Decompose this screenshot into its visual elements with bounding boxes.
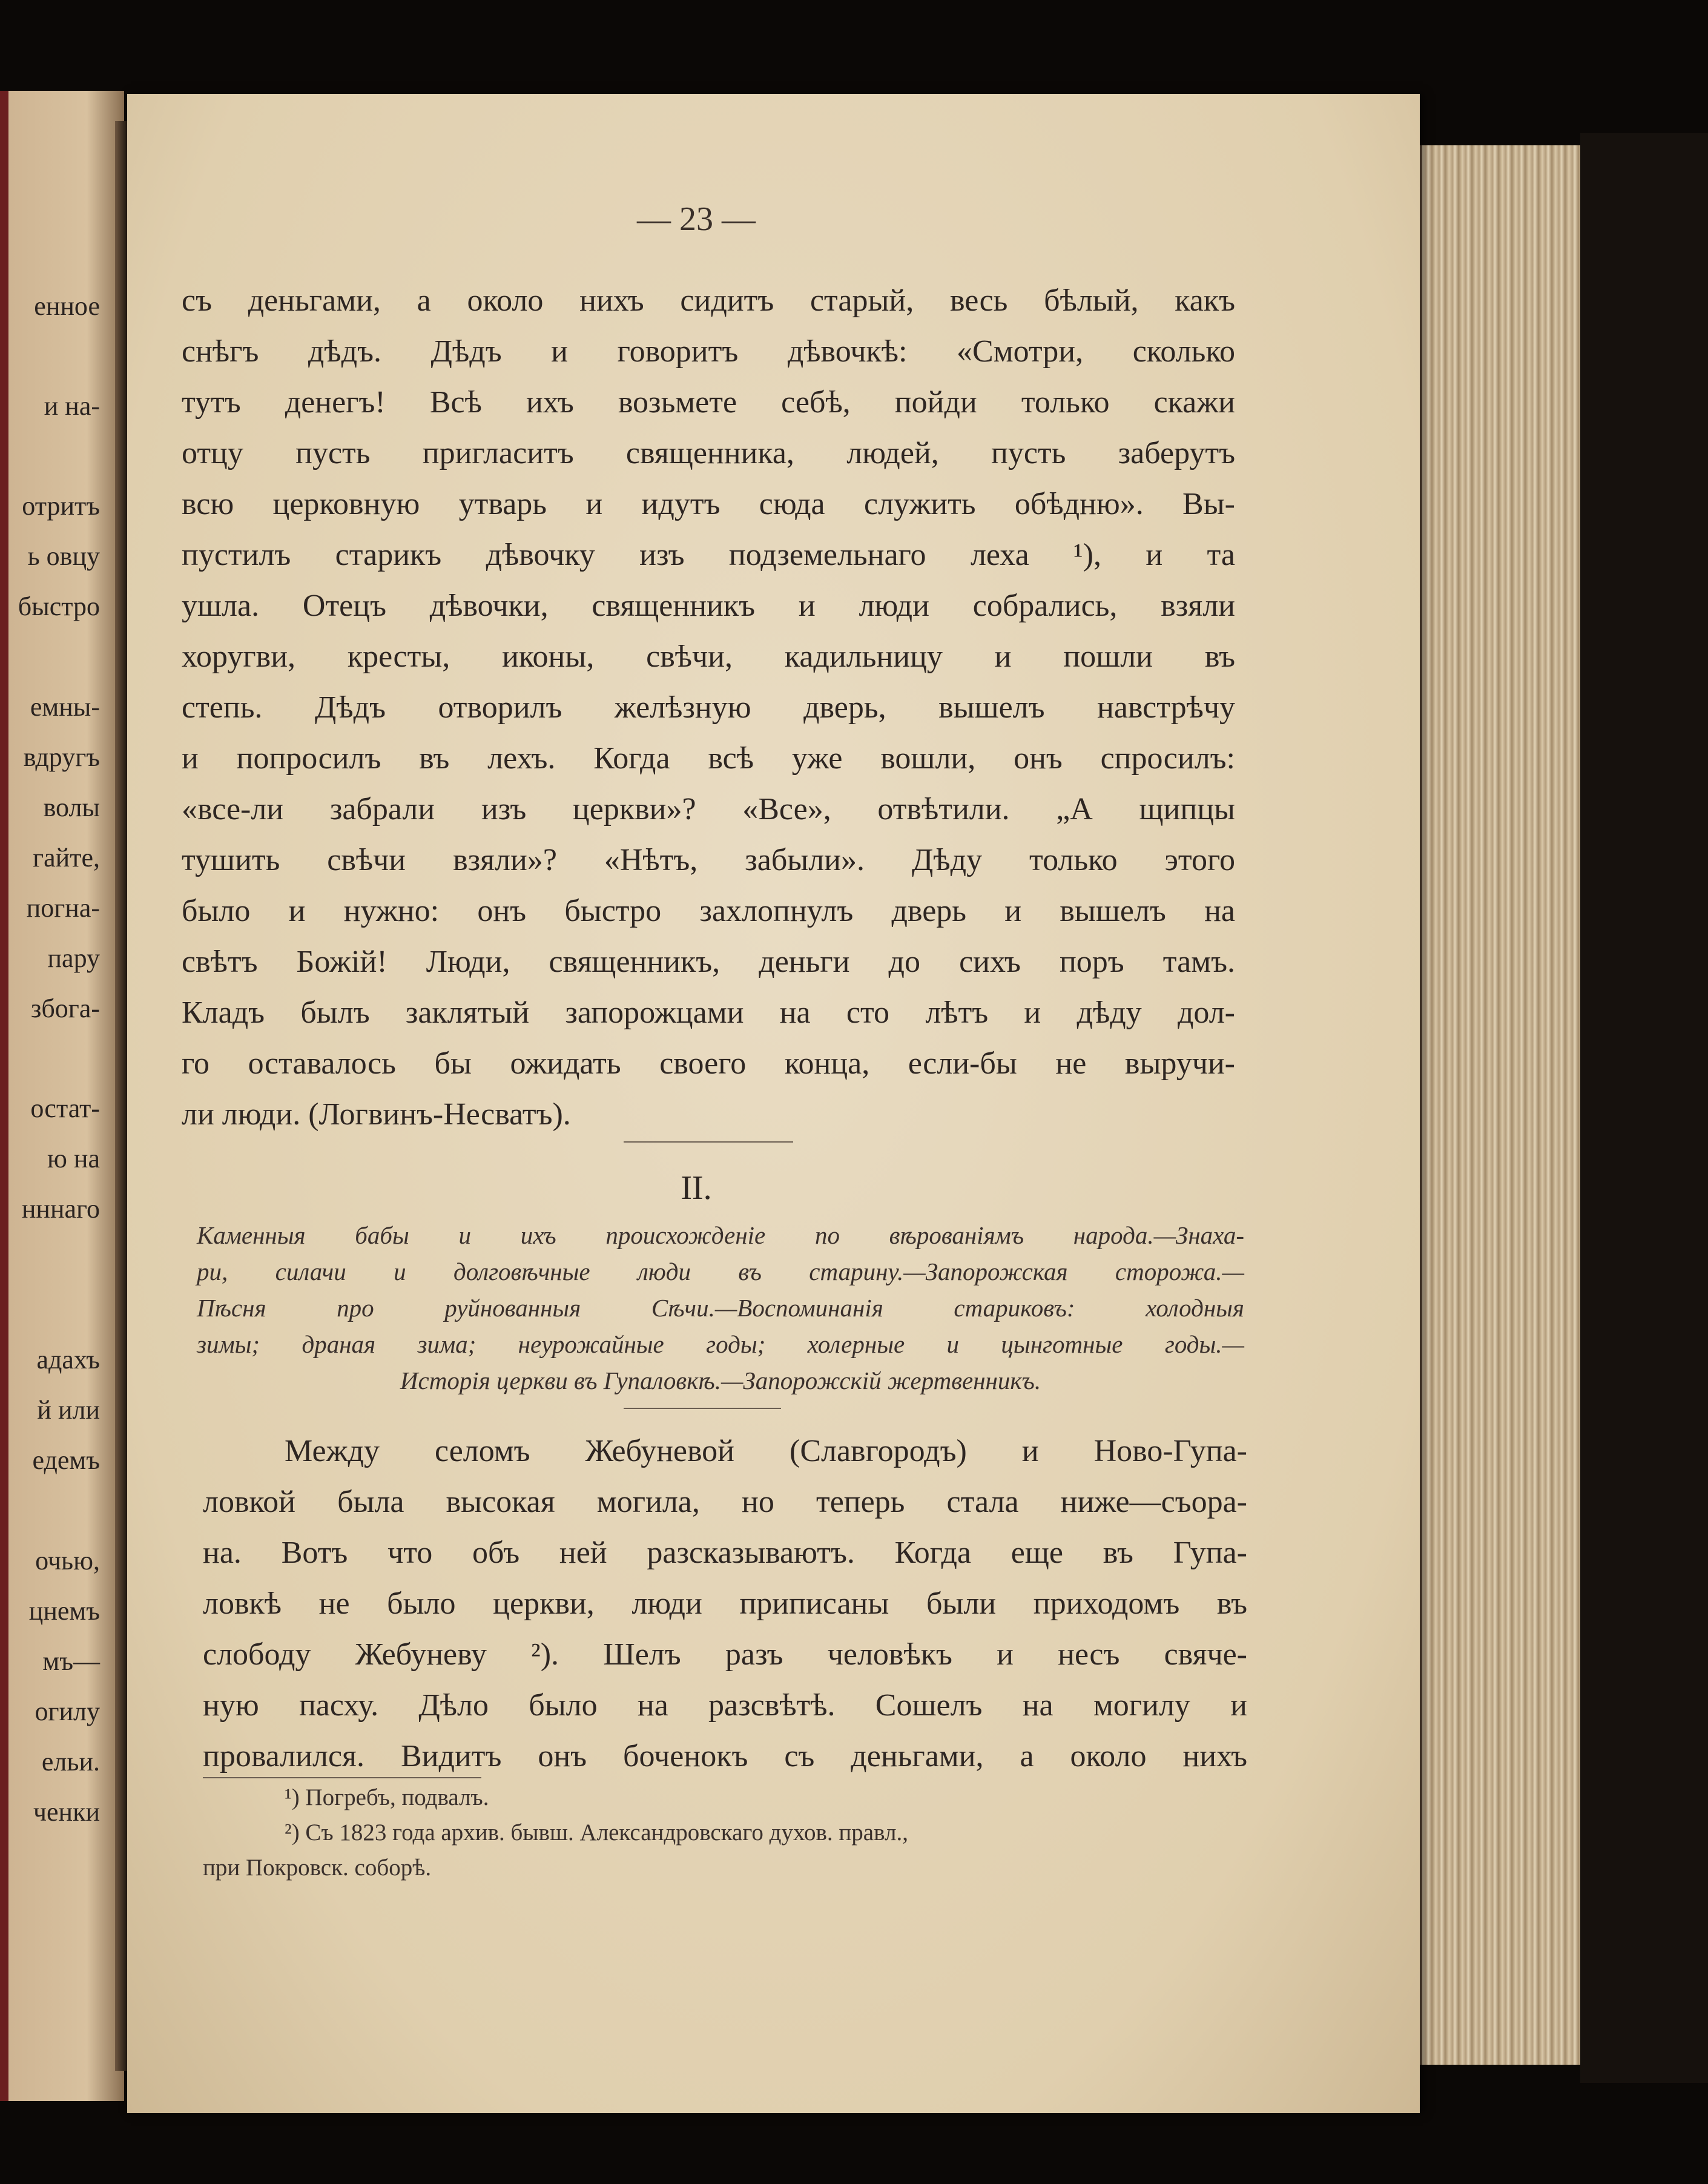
previous-page-line: ченки	[33, 1797, 100, 1827]
footnote-rule	[203, 1777, 481, 1778]
previous-page-line: адахъ	[36, 1345, 100, 1374]
text-line: хоругви, кресты, иконы, свѣчи, кадильницу и пошли въ	[182, 639, 1235, 674]
previous-page-line: быстро	[18, 592, 100, 621]
previous-page-line: погна-	[26, 893, 100, 923]
text-line: провалился. Видитъ онъ боченокъ съ деньгами, а около нихъ	[203, 1739, 1247, 1773]
text-line: «все-ли забрали изъ церкви»? «Все», отвѣтили. „А щипцы	[182, 792, 1235, 826]
summary-line: Пѣсня про руйнованныя Сѣчи.—Воспоминанія стариковъ: холодныя	[197, 1294, 1244, 1322]
chapter-summary	[197, 1217, 1244, 1399]
summary-line: Каменныя бабы и ихъ происхожденіе по вѣрованіямъ народа.—Знаха-	[197, 1221, 1244, 1249]
text-line: тушить свѣчи взяли»? «Нѣтъ, забыли». Дѣду только этого	[182, 843, 1235, 877]
previous-page-line: емны-	[30, 692, 100, 722]
footnote: ²) Съ 1823 года архив. бывш. Александровскаго духов. правл.,	[285, 1819, 908, 1846]
previous-page-line: ь овцу	[27, 541, 100, 571]
footnotes	[203, 1780, 1247, 1885]
text-line: отцу пусть пригласитъ священника, людей, пусть заберутъ	[182, 436, 1235, 470]
text-line: го оставалось бы ожидать своего конца, если-бы не выручи-	[182, 1046, 1235, 1081]
separator-rule	[624, 1141, 793, 1143]
previous-page-line: едемъ	[32, 1445, 100, 1475]
previous-page-line: волы	[43, 793, 100, 822]
summary-line: зимы; драная зима; неурожайные годы; холерные и цынготные годы.—	[197, 1330, 1244, 1358]
text-line: ли люди. (Логвинъ-Несватъ).	[182, 1097, 571, 1132]
text-line: пустилъ старикъ дѣвочку изъ подземельнаго леха ¹), и та	[182, 538, 1235, 572]
previous-page-line: енное	[34, 291, 100, 321]
text-line: было и нужно: онъ быстро захлопнулъ дверь и вышелъ на	[182, 894, 1235, 928]
text-line: ловкѣ не было церкви, люди приписаны были приходомъ въ	[203, 1586, 1247, 1621]
text-line: снѣгъ дѣдъ. Дѣдъ и говоритъ дѣвочкѣ: «Смотри, сколько	[182, 334, 1235, 369]
previous-page-line: ельи.	[41, 1747, 100, 1777]
previous-page-line: цнемъ	[28, 1596, 100, 1626]
section-heading: II.	[681, 1169, 712, 1207]
book-binding	[1580, 133, 1708, 2083]
text-line: съ деньгами, а около нихъ сидитъ старый, весь бѣлый, какъ	[182, 283, 1235, 318]
footnote: при Покровск. соборѣ.	[203, 1855, 432, 1881]
summary-line: ри, силачи и долговѣчные люди въ старину.—Запорожская сторожа.—	[197, 1258, 1244, 1285]
previous-page-line: ю на	[47, 1144, 100, 1173]
summary-line: Исторія церкви въ Гупаловкѣ.—Запорожскій жертвенникъ.	[400, 1367, 1041, 1394]
text-line: свѣтъ Божій! Люди, священникъ, деньги до сихъ поръ тамъ.	[182, 945, 1235, 979]
previous-page-line: огилу	[35, 1697, 100, 1726]
text-line: на. Вотъ что объ ней разсказываютъ. Когда еще въ Гупа-	[203, 1536, 1247, 1570]
previous-page-line: мъ—	[42, 1646, 100, 1676]
previous-page	[0, 91, 124, 2101]
text-line: Кладъ былъ заклятый запорожцами на сто лѣтъ и дѣду дол-	[182, 995, 1235, 1030]
previous-page-line: вдругъ	[23, 742, 100, 772]
text-line: ловкой была высокая могила, но теперь стала ниже—съора-	[203, 1485, 1247, 1519]
text-line: ную пасху. Дѣло было на разсвѣтѣ. Сошелъ на могилу и	[203, 1688, 1247, 1723]
previous-page-line: гайте,	[33, 843, 100, 873]
previous-page-line: збога-	[31, 994, 100, 1023]
previous-page-line: остат-	[30, 1094, 100, 1123]
text-line: и попросилъ въ лехъ. Когда всѣ уже вошли, онъ спросилъ:	[182, 741, 1235, 776]
footnote: ¹) Погребъ, подвалъ.	[285, 1784, 489, 1810]
previous-page-line: отритъ	[22, 491, 100, 521]
main-text-block	[182, 275, 1235, 1140]
text-line: ушла. Отецъ дѣвочки, священникъ и люди собрались, взяли	[182, 589, 1235, 623]
previous-page-line: очью,	[35, 1546, 100, 1575]
second-text-block	[203, 1426, 1247, 1782]
text-line: тутъ денегъ! Всѣ ихъ возьмете себѣ, пойди только скажи	[182, 385, 1235, 420]
text-line: слободу Жебуневу ²). Шелъ разъ человѣкъ и несъ свяче-	[203, 1637, 1247, 1672]
page-number: — 23 —	[637, 200, 756, 238]
text-line: Между селомъ Жебуневой (Славгородъ) и Ново-Гупа-	[285, 1434, 1247, 1468]
separator-rule	[624, 1408, 781, 1409]
page-edges	[1420, 145, 1586, 2065]
previous-page-line: пару	[47, 943, 100, 973]
text-line: всю церковную утварь и идутъ сюда служить обѣдню». Вы-	[182, 487, 1235, 521]
previous-page-line: и на-	[44, 391, 100, 421]
previous-page-line: нннаго	[21, 1194, 100, 1224]
previous-page-line: й или	[37, 1395, 100, 1425]
text-line: степь. Дѣдъ отворилъ желѣзную дверь, вышелъ навстрѣчу	[182, 690, 1235, 725]
